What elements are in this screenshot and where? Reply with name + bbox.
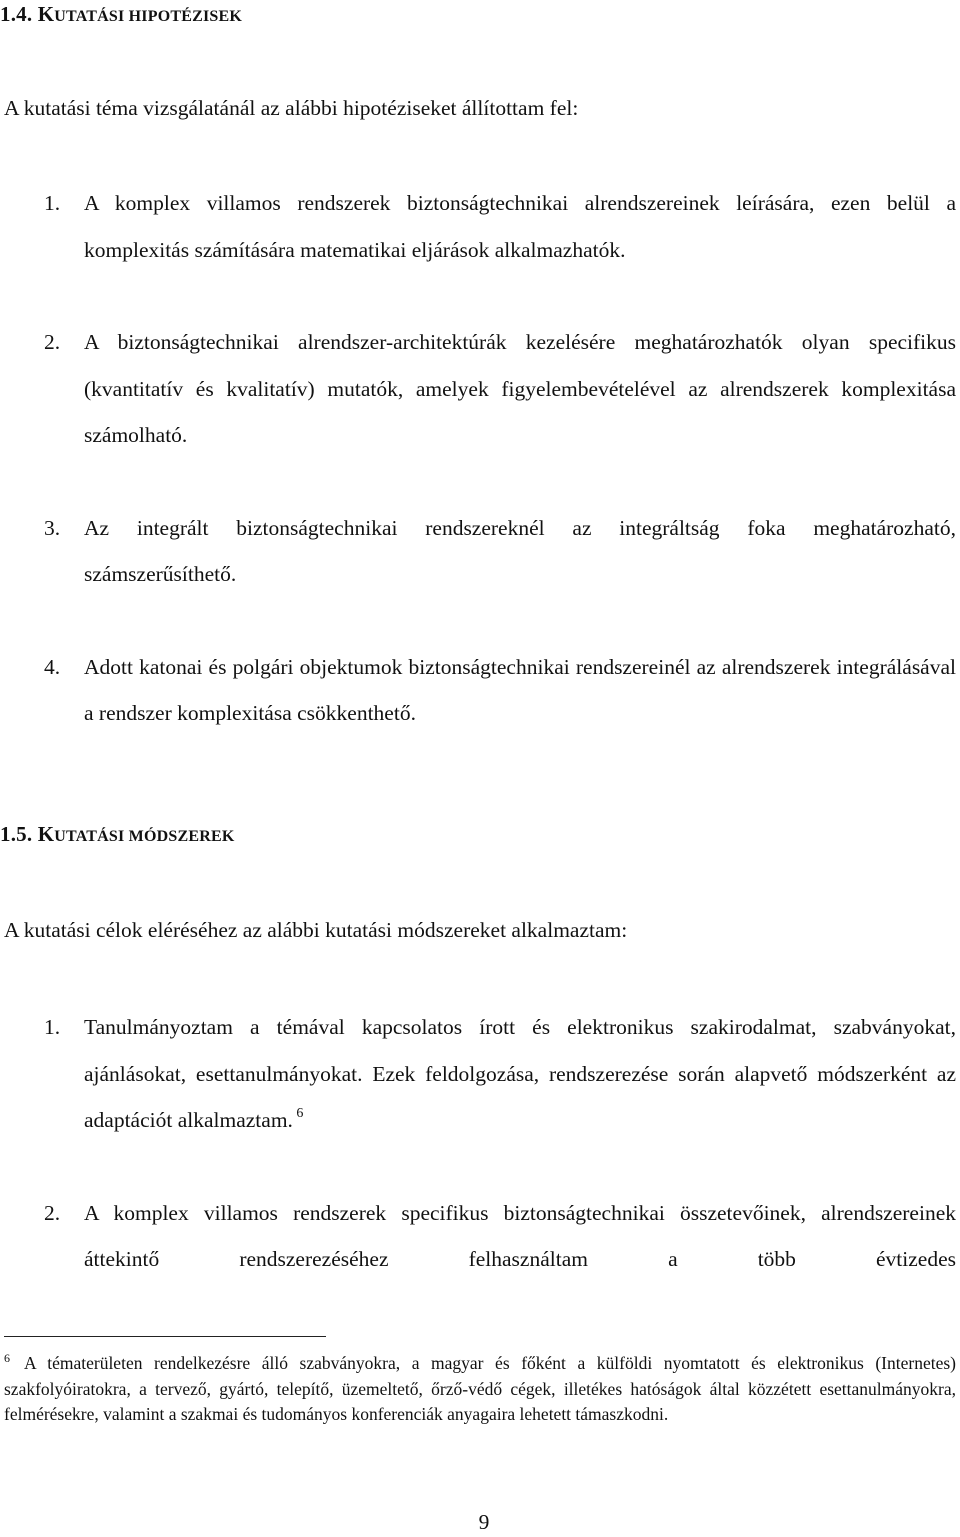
footnote-marker: 6 (4, 1351, 10, 1365)
list-item-text: Az integrált biztonságtechnikai rendszereknél az integráltság foka meghatározható, számszerűsíthető. (84, 515, 956, 586)
list-item-number: 3. (44, 515, 61, 540)
section-number: 1.4. (0, 2, 38, 26)
list-item-text: A komplex villamos rendszerek biztonságtechnikai alrendszereinek leírására, ezen belül a komplexitás számítására matematikai eljárások alkalmazhatók. (84, 191, 956, 262)
list-item (44, 1190, 956, 1283)
footnote-text: A tématerületen rendelkezésre álló szabványokra, a magyar és főként a külföldi nyomtatott és elektronikus (Internetes) szakfolyóiratokra, a tervező, gyártó, telepítő, üzemeltető, őrző-védő cégek, illetékes hatóságok által közzétett esettanulmányokra, felmérésekre, valamint a szakmai és tudományos konferenciák anyagaira lehetett támaszkodni. (4, 1353, 956, 1425)
footnote (4, 1351, 956, 1428)
footnote-reference-number[interactable]: 6 (296, 1106, 304, 1121)
page-number: 9 (478, 1510, 490, 1534)
list-item-text: A komplex villamos rendszerek specifikus biztonságtechnikai összetevőinek, alrendszereinek áttekintő rendszerezéséhez felhasználtam a több évtizedes (84, 1200, 956, 1271)
section-title-rest: UTATÁSI HIPOTÉZISEK (54, 8, 243, 25)
list-item-text (84, 1004, 956, 1144)
list-item (44, 1004, 956, 1144)
list-item-text: A biztonságtechnikai alrendszer-architektúrák kezelésére meghatározhatók olyan specifikus (kvantitatív és kvalitatív) mutatók, amelyek figyelembevételével az alrendszerek komplexitása számolható. (84, 330, 956, 447)
section-title-rest: UTATÁSI MÓDSZEREK (54, 828, 235, 845)
methods-list (44, 1004, 956, 1283)
list-item-number: 2. (44, 1200, 61, 1225)
section-intro-1-5: A kutatási célok eléréséhez az alábbi kutatási módszereket alkalmaztam: (4, 918, 628, 942)
list-item-number: 1. (44, 1015, 61, 1039)
list-item-text: Adott katonai és polgári objektumok biztonságtechnikai rendszereinél az alrendszerek integrálásával a rendszer komplexitása csökkenthető. (84, 654, 956, 725)
footnote-separator (4, 1336, 326, 1337)
section-heading-1-4 (0, 2, 242, 27)
section-intro-1-4: A kutatási téma vizsgálatánál az alábbi hipotéziseket állítottam fel: (4, 96, 579, 120)
list-item-number: 4. (44, 654, 61, 679)
hypotheses-list (44, 180, 956, 737)
footnote-reference[interactable] (293, 1106, 304, 1121)
list-item (44, 319, 956, 459)
list-item (44, 505, 956, 598)
list-item-number: 1. (44, 191, 61, 215)
section-number: 1.5. (0, 822, 38, 846)
section-title-initial: K (37, 822, 55, 846)
list-item (44, 644, 956, 737)
list-item-text-content: Tanulmányoztam a témával kapcsolatos írott és elektronikus szakirodalmat, szabványokat, ajánlásokat, esettanulmányokat. Ezek feldolgozása, rendszerezése során alapvető módszerként az adaptációt alkalmaztam. (84, 1015, 956, 1132)
section-title-initial: K (37, 2, 55, 26)
section-heading-1-5 (0, 822, 234, 847)
list-item-number: 2. (44, 330, 61, 354)
list-item (44, 180, 956, 273)
